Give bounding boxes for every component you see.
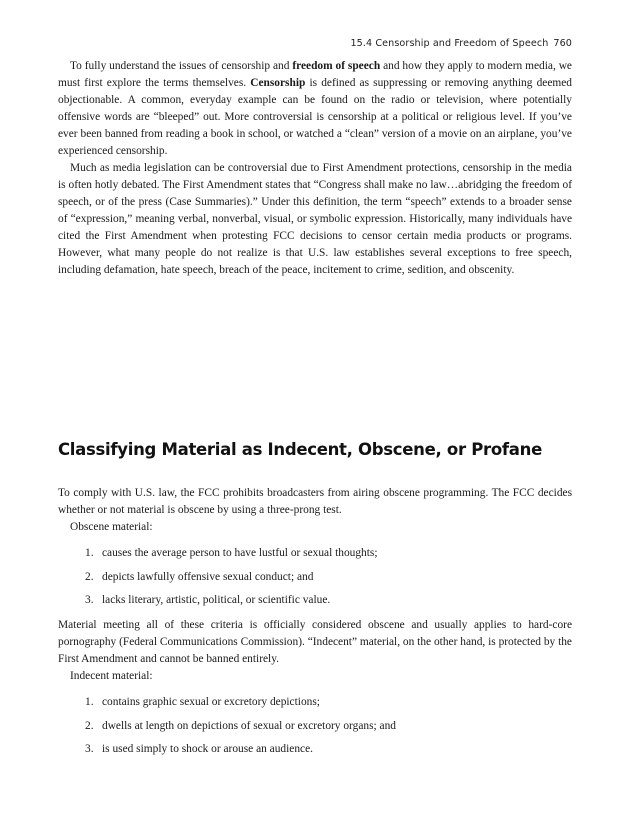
- list-item-text: is used simply to shock or arouse an audience.: [102, 743, 313, 755]
- indecent-criteria-list: [58, 694, 572, 758]
- list-item-text: depicts lawfully offensive sexual conduct; and: [102, 570, 314, 583]
- text-run: To fully understand the issues of censorship and: [70, 60, 293, 72]
- list-item: [85, 592, 572, 609]
- list-item: [85, 694, 572, 711]
- paragraph-fcc-test: To comply with U.S. law, the FCC prohibits broadcasters from airing obscene programming. The FCC decides whether or not material is obscene by using a three-prong test.: [58, 487, 572, 516]
- list-item-text: contains graphic sexual or excretory depictions;: [102, 696, 320, 708]
- list-item: [85, 741, 572, 758]
- running-header: [350, 38, 572, 49]
- list-number: 3.: [85, 743, 94, 755]
- paragraph-indecent-definition: Material meeting all of these criteria is officially considered obscene and usually applies to hard-core pornography (Federal Communications Commission). “Indecent” material, on the other hand, is protected by the First Amendment and cannot be banned entirely.: [58, 619, 572, 665]
- list-number: 1.: [85, 547, 94, 559]
- list-number: 3.: [85, 594, 94, 606]
- list-item: [85, 718, 572, 735]
- text-run: and how they apply to modern media, we must first explore the terms themselves.: [58, 60, 572, 89]
- header-page-number: 760: [553, 38, 572, 49]
- list-item: [85, 545, 572, 562]
- section-heading: Classifying Material as Indecent, Obscene, or Profane: [58, 440, 542, 459]
- list-number: 2.: [85, 719, 94, 732]
- text-run: is defined as suppressing or removing anything deemed objectionable. A common, everyday example can be found on the radio or television, where potentially offensive words are “bleeped” out. More controversial is censorship at a political or religious level. If you’ve ever been banned from reading a book in school, or watched a “clean” version of a movie on an airplane, you’ve experienced censorship.: [58, 77, 572, 157]
- header-section-title: 15.4 Censorship and Freedom of Speech: [350, 38, 549, 49]
- list-number: 1.: [85, 696, 94, 708]
- obscene-material-label: Obscene material:: [70, 521, 153, 533]
- list-item-text: lacks literary, artistic, political, or scientific value.: [102, 594, 331, 606]
- list-item-text: causes the average person to have lustful or sexual thoughts;: [102, 547, 378, 559]
- term-censorship: Censorship: [250, 77, 306, 89]
- section-intro: [58, 58, 572, 279]
- paragraph-first-amendment: Much as media legislation can be controversial due to First Amendment protections, censorship in the media is often hotly debated. The First Amendment states that “Congress shall make no law…abridging the freedom of speech, or of the press (Case Summaries).” Under this definition, the term “speech” extends to a broader sense of “expression,” meaning verbal, nonverbal, visual, or symbolic expression. Historically, many individuals have cited the First Amendment when protesting FCC decisions to censor certain media products or programs. However, what many people do not realize is that U.S. law establishes several exceptions to free speech, including defamation, hate speech, breach of the peace, incitement to crime, sedition, and obscenity.: [58, 162, 572, 276]
- term-freedom-of-speech: freedom of speech: [292, 60, 381, 72]
- list-number: 2.: [85, 570, 94, 583]
- list-item: [85, 569, 572, 586]
- obscene-criteria-list: [58, 545, 572, 609]
- section-classification: [58, 485, 572, 766]
- indecent-material-label: Indecent material:: [70, 670, 153, 682]
- paragraph-definitions: [58, 58, 572, 160]
- list-item-text: dwells at length on depictions of sexual or excretory organs; and: [102, 719, 396, 732]
